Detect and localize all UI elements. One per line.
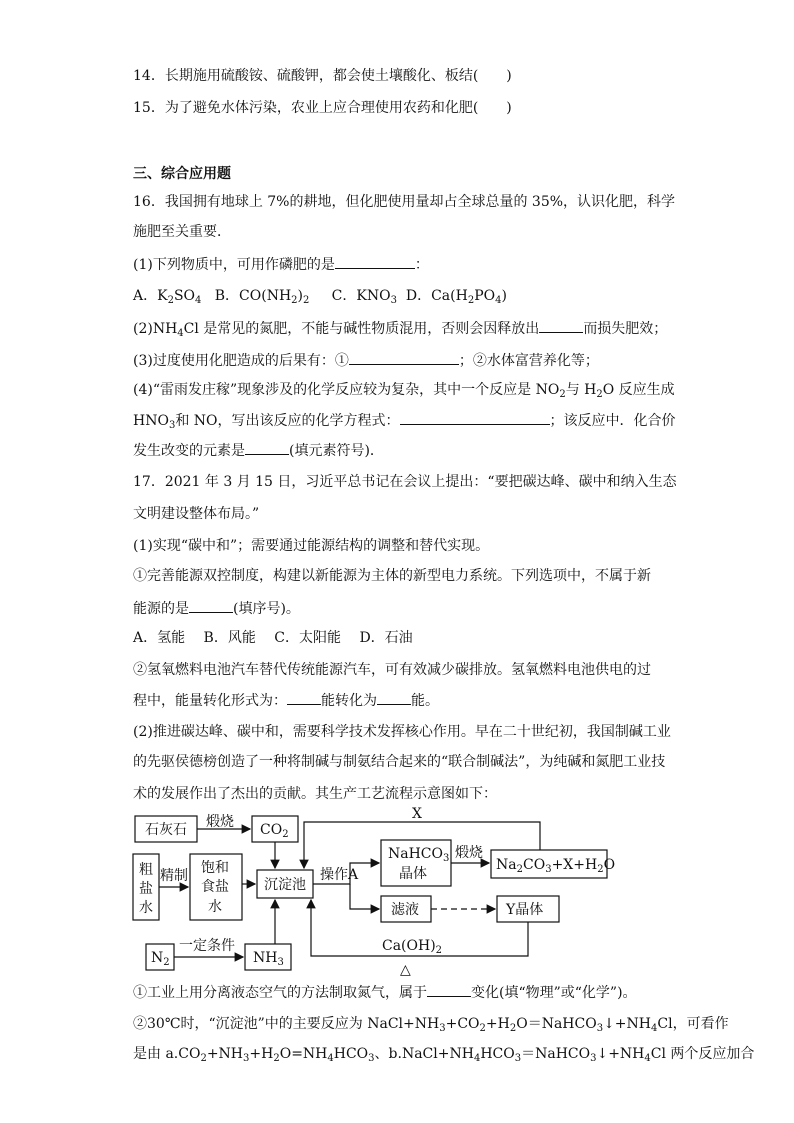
filtrate-label: 滤液 (391, 902, 419, 918)
q17-options: A．氢能 B．风能 C．太阳能 D．石油 (133, 630, 413, 646)
answer-blank[interactable] (335, 254, 415, 269)
question-14: 14．长期施用硫酸铵、硫酸钾，都会使土壤酸化、板结( ) (133, 68, 512, 84)
option-a: A．$K_2SO_4$ (133, 288, 202, 306)
brine-label-2: 食盐 (201, 879, 229, 895)
process-flow-diagram (0, 800, 794, 980)
calcine2-label: 煅烧 (455, 845, 483, 861)
option-c: C．$KNO_3$ (331, 288, 397, 306)
condition-label: 一定条件 (179, 938, 235, 954)
q16-part3: (3)过度使用化肥造成的后果有：① ；②水体富营养化等； (133, 350, 599, 371)
crude-salt-label-1: 粗 (139, 862, 153, 878)
refine-label: 精制 (160, 868, 188, 884)
brine-label-1: 饱和 (201, 860, 229, 876)
operation-a-label: 操作A (320, 867, 359, 883)
crude-salt-label-3: 水 (139, 900, 153, 916)
section-heading: 三、综合应用题 (133, 166, 231, 182)
answer-blank[interactable] (287, 690, 321, 705)
settling-tank-label: 沉淀池 (264, 877, 306, 893)
answer-blank[interactable] (245, 440, 289, 455)
q17-sub-d1: ①工业上用分离液态空气的方法制取氮气，属于 变化(填“物理”或“化学”)。 (133, 982, 637, 1003)
q16-options (133, 286, 507, 306)
ycrystal-label: Y晶体 (506, 902, 544, 918)
q17-sub1-line1: ①完善能源双控制度，构建以新能源为主体的新型电力系统。下列选项中，不属于新 (133, 568, 651, 584)
q17-part1: (1)实现“碳中和”；需要通过能源结构的调整和替代实现。 (133, 538, 490, 554)
product-label: $Na_2CO_3+X+H_2O$ (496, 857, 616, 875)
limestone-label: 石灰石 (145, 822, 187, 838)
n2-label: $N_2$ (151, 950, 170, 968)
q16-part4-line2: $HNO_3$和 NO，写出该反应的化学方程式： ；该反应中．化合价 (133, 410, 676, 431)
answer-blank[interactable] (400, 410, 550, 425)
answer-blank[interactable] (377, 690, 411, 705)
answer-blank[interactable] (349, 350, 459, 365)
co2-label: $CO_2$ (260, 822, 289, 840)
crude-salt-label-2: 盐 (139, 881, 153, 897)
option-b: B．$CO(NH_2)_2$ (214, 288, 310, 306)
q16-part2: $(2)NH_4Cl$ 是常见的氮肥，不能与碱性物质混用，否则会因释放出 而损失肥效； (133, 318, 667, 339)
nahco3-label: NaHCO$_3$ (388, 846, 450, 864)
x-label: X (412, 806, 422, 822)
q16-stem-line2: 施肥至关重要． (133, 224, 231, 240)
brine-label-3: 水 (208, 899, 222, 915)
q17-sub-d3: 是由 $a.CO_2+NH_3+H_2O=NH_4HCO_3$、$b.NaCl+NH_4HCO_3=NaHCO_3↓+NH_4Cl$ 两个反应加合 (133, 1046, 755, 1064)
q16-stem-line1: 16．我国拥有地球上 7%的耕地，但化肥使用量却占全球总量的 35%，认识化肥，科学 (133, 194, 676, 210)
q16-part4-line3: 发生改变的元素是 (填元素符号)． (133, 440, 384, 461)
q16-part1: (1)下列物质中，可用作磷肥的是 ： (133, 254, 429, 275)
option-d: D．$Ca(H_2PO_4)$ (405, 288, 507, 306)
q17-sub1-line2: 能源的是 (填序号)。 (133, 598, 300, 619)
q17-sub2-line2: 程中，能量转化形式为： 能转化为 能。 (133, 690, 439, 711)
question-15: 15．为了避免水体污染，农业上应合理使用农药和化肥( ) (133, 100, 512, 116)
q17-stem-line2: 文明建设整体布局。” (133, 506, 260, 522)
heat-symbol: △ (400, 962, 411, 978)
nh3-label: $NH_3$ (253, 950, 284, 968)
q17-part2-line1: (2)推进碳达峰、碳中和，需要科学技术发挥核心作用。早在二十世纪初，我国制碱工业 (133, 724, 671, 740)
q16-part4-line1: (4)“雷雨发庄稼”现象涉及的化学反应较为复杂，其中一个反应是 $NO_2$与 $H_2O$ 反应生成 (133, 382, 675, 400)
q17-sub2-line1: ②氢氧燃料电池汽车替代传统能源汽车，可有效减少碳排放。氢氧燃料电池供电的过 (133, 662, 651, 678)
crystal-label: 晶体 (399, 866, 427, 882)
answer-blank[interactable] (427, 982, 471, 997)
caoh2-label: $Ca(OH)_2$ (382, 938, 443, 956)
q17-part2-line3: 术的发展作出了杰出的贡献。其生产工艺流程示意图如下： (133, 786, 497, 802)
q17-stem-line1: 17．2021 年 3 月 15 日，习近平总书记在会议上提出：“要把碳达峰、碳中和纳入生态 (133, 474, 677, 490)
q17-part2-line2: 的先驱侯德榜创造了一种将制碱与制氨结合起来的“联合制碱法”，为纯碱和氮肥工业技 (133, 754, 666, 770)
q17-sub-d2: ②30℃时，“沉淀池”中的主要反应为 $NaCl+NH_3+CO_2+H_2O=NaHCO_3↓+NH_4Cl$，可看作 (133, 1016, 729, 1034)
calcine-label: 煅烧 (206, 814, 234, 830)
answer-blank[interactable] (539, 318, 583, 333)
answer-blank[interactable] (189, 598, 233, 613)
